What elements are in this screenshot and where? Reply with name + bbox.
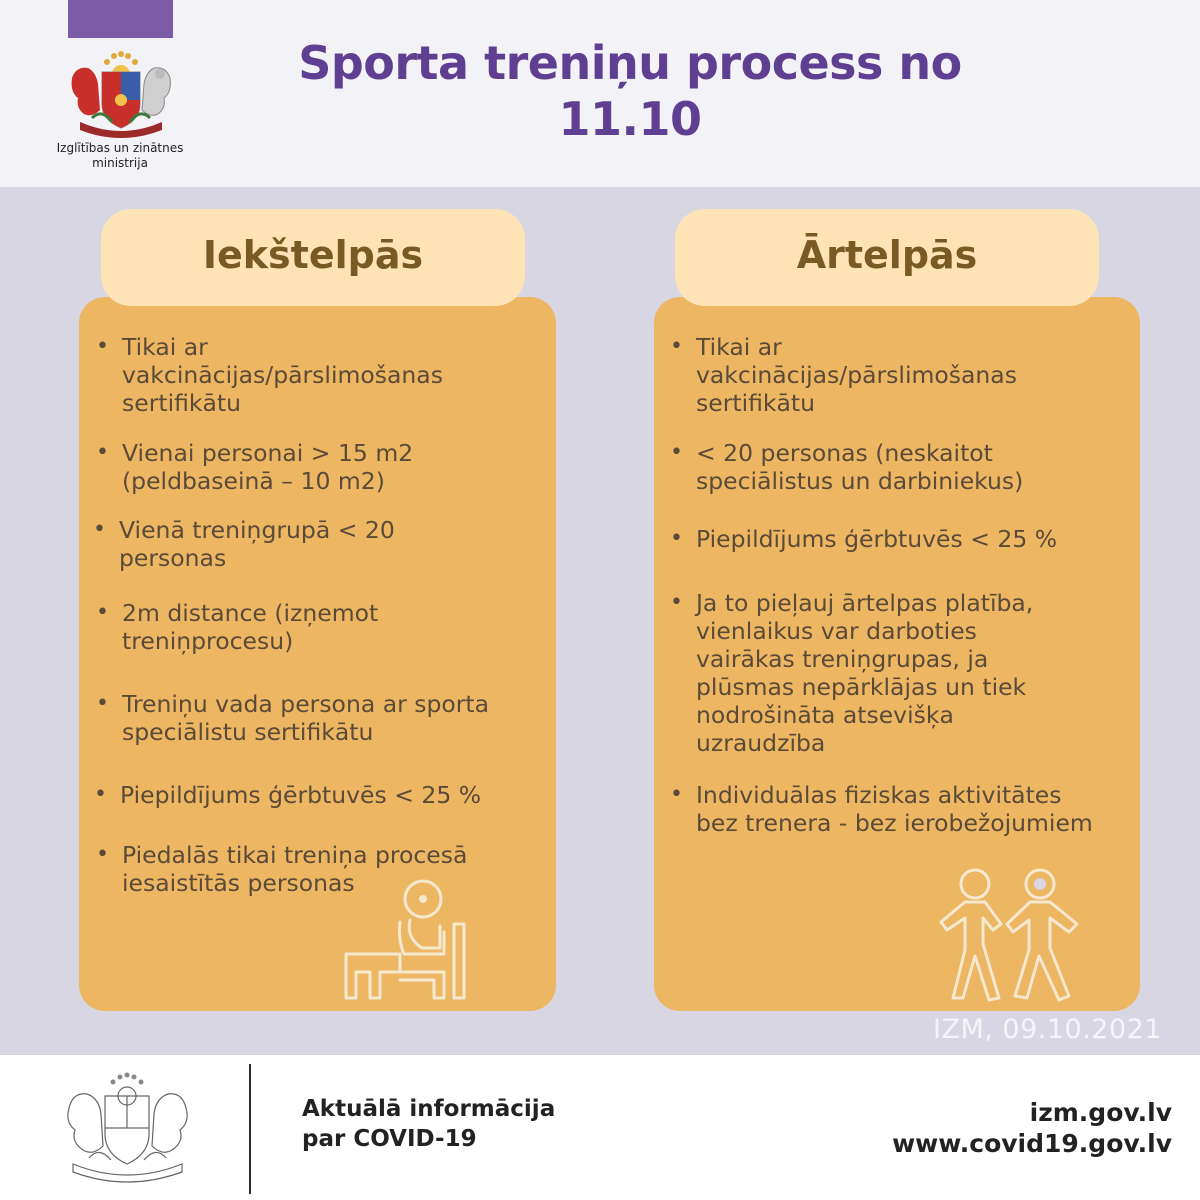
footer-links — [892, 1097, 1172, 1159]
ministry-line2: ministrija — [92, 156, 148, 170]
latvia-coat-of-arms-outline-icon — [55, 1068, 200, 1190]
covid-info — [302, 1094, 555, 1154]
covid19-link[interactable]: www.covid19.gov.lv — [892, 1129, 1172, 1158]
covid-info-line1: Aktuālā informācija — [302, 1096, 556, 1122]
list-item: • Tikai ar vakcinācijas/pārslimošanas sertifikātu — [122, 333, 443, 417]
izm-link[interactable]: izm.gov.lv — [1029, 1098, 1172, 1127]
list-item: • Piepildījums ģērbtuvēs < 25 % — [120, 781, 481, 809]
list-item: • Treniņu vada persona ar sporta speciālistu sertifikātu — [122, 690, 489, 746]
list-item: • Piedalās tikai treniņa procesā iesaistītās personas — [122, 841, 467, 897]
walking-people-icon — [935, 866, 1085, 1002]
list-item: • Vienā treniņgrupā < 20 personas — [119, 516, 395, 572]
list-item: • Piepildījums ģērbtuvēs < 25 % — [696, 525, 1057, 553]
list-item: • Individuālas fiziskas aktivitātes bez trenera - bez ierobežojumiem — [696, 781, 1093, 837]
outdoor-heading: Ārtelpās — [675, 209, 1099, 306]
ministry-line1: Izglītības un zinātnes — [56, 141, 184, 155]
accent-tab — [68, 0, 173, 38]
title-line1: Sporta treniņu process no — [298, 36, 962, 90]
latvia-coat-of-arms-icon — [62, 48, 180, 138]
bench-press-icon — [340, 876, 470, 1004]
indoor-heading: Iekštelpās — [101, 209, 525, 306]
covid-info-line2: par COVID-19 — [302, 1126, 477, 1152]
footer-divider — [249, 1064, 251, 1194]
date-stamp: IZM, 09.10.2021 — [933, 1014, 1163, 1045]
list-item: • < 20 personas (neskaitot speciālistus un darbiniekus) — [696, 439, 1023, 495]
title-line2: 11.10 — [558, 92, 702, 146]
list-item: • Tikai ar vakcinācijas/pārslimošanas sertifikātu — [696, 333, 1017, 417]
list-item: • Ja to pieļauj ārtelpas platība, vienlaikus var darboties vairākas treniņgrupas, ja plūsmas nepārklājas un tiek nodrošināta atsevišķa uzraudzība — [696, 589, 1033, 757]
ministry-name — [40, 141, 200, 171]
page-title — [230, 35, 1030, 147]
list-item: • 2m distance (izņemot treniņprocesu) — [122, 599, 378, 655]
list-item: • Vienai personai > 15 m2 (peldbaseinā – 10 m2) — [122, 439, 413, 495]
